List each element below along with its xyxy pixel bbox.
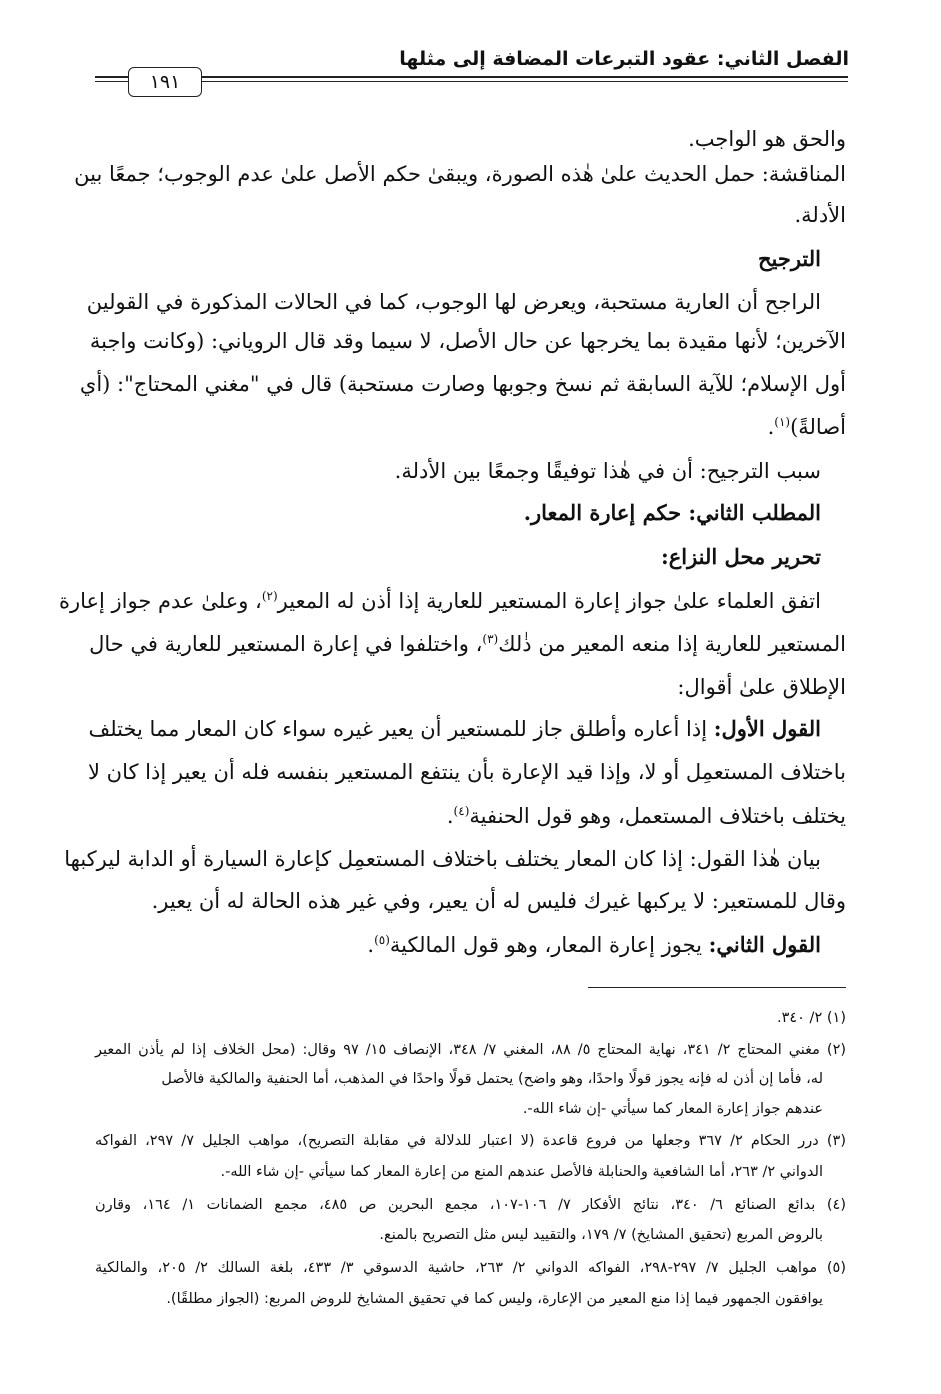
- dispute-heading: تحرير محل النزاع:: [660, 544, 821, 569]
- footnote-3-line-1: (٣) درر الحكام ٢/ ٣٦٧ وجعلها من فروع قاعدة (لا اعتبار للدلالة في مقابلة التصريح)، مواهب الجليل ٧/ ٢٩٧، الفواكه: [95, 1133, 846, 1149]
- footnote-2-line-1: (٢) مغني المحتاج ٢/ ٣٤١، نهاية المحتاج ٥/ ٨٨، المغني ٧/ ٣٤٨، الإنصاف ١٥/ ٩٧ وقال: (محل الخلاف إذا لم يأذن المعير: [95, 1042, 847, 1058]
- body-line-8: [95, 408, 846, 446]
- page-number: ١٩١: [128, 67, 202, 97]
- body-text: .: [767, 415, 775, 439]
- body-text: يختلف باختلاف المستعمل، وهو قول الحنفية: [469, 804, 846, 828]
- footnote-3-line-2: الدواني ٢/ ٢٦٣، أما الشافعية والحنابلة فالأصل عندهم المنع من إعارة المعار كما سيأتي -إن شاء الله-.: [220, 1164, 823, 1180]
- chapter-title: الفصل الثاني: عقود التبرعات المضافة إلى مثلها: [399, 48, 849, 70]
- body-line-19: وقال للمستعير: لا يركبها غيرك فليس له أن يعير، وفي غير هذه الحالة له أن يعير.: [151, 889, 846, 913]
- second-opinion-line: [95, 926, 821, 964]
- body-text: ، وعلىٰ عدم جواز إعارة: [58, 589, 262, 613]
- first-opinion-label: القول الأول:: [713, 716, 821, 741]
- footnote-5-line-2: يوافقون الجمهور فيما إذا منع المعير من الإعارة، وليس كما في تحقيق المشايخ للروض المربع: (الجواز مطلقًا).: [166, 1291, 823, 1307]
- footnote-separator: [588, 987, 846, 988]
- body-text: إذا أعاره وأطلق جاز للمستعير أن يعير غيره سواء كان المعار مما يختلف: [88, 717, 714, 741]
- body-line-16: باختلاف المستعمِل أو لا، وإذا قيد الإعارة بأن ينتفع المستعير بنفسه فله أن يعير إذا كان لا: [88, 760, 846, 784]
- footnote-4-line-2: بالروض المربع (تحقيق المشايخ) ٧/ ١٧٩، والتقييد ليس مثل التصريح بالمنع.: [379, 1227, 823, 1243]
- header-rule-thick: [95, 76, 848, 78]
- body-text: .: [446, 804, 454, 828]
- footnote-ref-4: (٤): [453, 804, 470, 818]
- section-heading-tarjih: الترجيح: [757, 246, 821, 271]
- header-rule-thin: [95, 81, 848, 82]
- body-line-9: سبب الترجيح: أن في هٰذا توفيقًا وجمعًا بين الأدلة.: [394, 459, 821, 483]
- footnote-ref-2: (٢): [261, 589, 278, 603]
- body-text: المستعير للعارية إذا منعه المعير من ذٰلك: [498, 632, 846, 656]
- footnote-ref-5: (٥): [374, 933, 390, 947]
- body-line-2: المناقشة: حمل الحديث علىٰ هٰذه الصورة، ويبقىٰ حكم الأصل علىٰ عدم الوجوب؛ جمعًا بين: [74, 162, 846, 186]
- footnote-2-line-2: له، فأما إن أذن له فإنه يجوز قولًا واحدًا، وهو واضح) يحتمل قولًا واحدًا في المذهب، أما الحنفية والمالكية فالأصل: [161, 1071, 823, 1087]
- second-opinion-label: القول الثاني:: [708, 932, 821, 957]
- body-line-3: الأدلة.: [794, 203, 846, 227]
- body-text: ، واختلفوا في إعارة المستعير للعارية في حال: [89, 632, 483, 656]
- footnote-ref-3: (٣): [482, 632, 499, 646]
- footnote-ref-1: (١): [774, 415, 791, 429]
- body-text: أصالةً): [790, 415, 846, 439]
- body-line-7: أول الإسلام؛ للآية السابقة ثم نسخ وجوبها وصارت مستحبة) قال في "مغني المحتاج": (أي: [79, 372, 846, 396]
- first-opinion-line: [88, 710, 821, 748]
- body-line-5: الراجح أن العارية مستحبة، ويعرض لها الوجوب، كما في الحالات المذكورة في القولين: [86, 290, 821, 314]
- body-line-14: الإطلاق علىٰ أقوال:: [677, 675, 846, 699]
- body-line-18: بيان هٰذا القول: إذا كان المعار يختلف باختلاف المستعمِل كإعارة السيارة أو الدابة ليركبها: [64, 847, 821, 871]
- body-line-1: والحق هو الواجب.: [688, 127, 846, 151]
- body-line-13: [89, 625, 846, 663]
- subsection-heading: المطلب الثاني: حكم إعارة المعار.: [523, 500, 821, 525]
- footnote-1: (١) ٢/ ٣٤٠.: [776, 1010, 846, 1026]
- body-line-12: [58, 582, 821, 620]
- body-text: اتفق العلماء علىٰ جواز إعارة المستعير للعارية إذا أذن له المعير: [277, 589, 821, 613]
- footnote-5-line-1: (٥) مواهب الجليل ٧/ ٢٩٧-٢٩٨، الفواكه الدواني ٢/ ٢٦٣، حاشية الدسوقي ٣/ ٤٣٣، بلغة السالك ٢/ ٢٠٥، والمالكية: [95, 1260, 847, 1276]
- footnote-4-line-1: (٤) بدائع الصنائع ٦/ ٣٤٠، نتائج الأفكار ٧/ ١٠٦-١٠٧، مجمع البحرين ص ٤٨٥، مجمع الضمانات ١/ ١٦٤، وقارن: [95, 1197, 846, 1213]
- body-text: .: [367, 933, 375, 957]
- body-line-17: [95, 797, 846, 835]
- body-text: يجوز إعارة المعار، وهو قول المالكية: [389, 933, 709, 957]
- body-line-6: الآخرين؛ لأنها مقيدة بما يخرجها عن حال الأصل، لا سيما وقد قال الروياني: (وكانت واجبة: [89, 329, 846, 353]
- footnote-2-line-3: عندهم جواز إعارة المعار كما سيأتي -إن شاء الله-.: [522, 1101, 823, 1117]
